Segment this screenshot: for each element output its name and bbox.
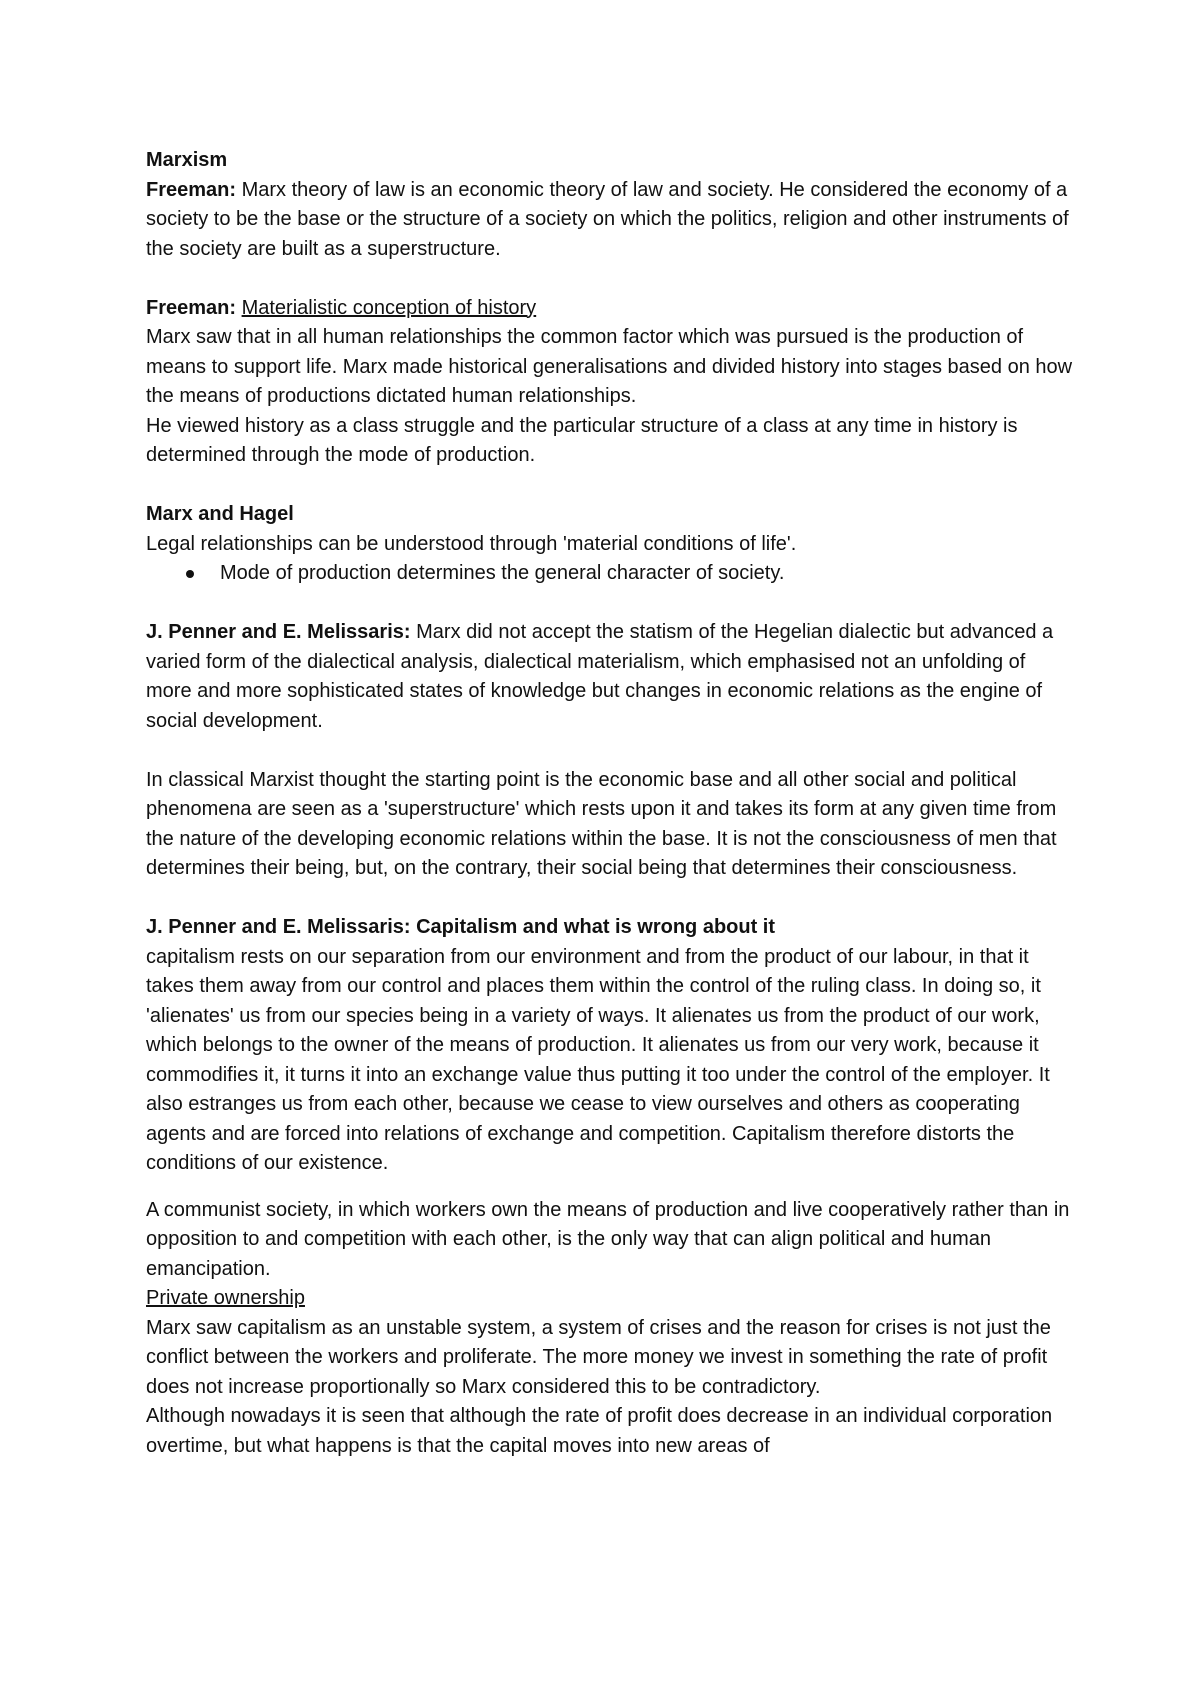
- spacer: [146, 736, 1076, 766]
- author-label: J. Penner and E. Melissaris:: [146, 621, 411, 643]
- paragraph-text: Marx did not accept the statism of the Hegelian dialectic but advanced a varied form of the dialectical analysis, dialectical materialism, which emphasised not an unfolding of more and more sophisticated states of knowledge but changes in economic relations as the engine of social development.: [146, 621, 1054, 732]
- freeman-materialistic-header: [146, 294, 1076, 324]
- private-ownership-paragraph-1: Marx saw capitalism as an unstable system, a system of crises and the reason for crises is not just the conflict between the workers and proliferate. The more money we invest in something the rate of profit does not increase proportionally so Marx considered this to be contradictory.: [146, 1316, 1051, 1398]
- list-item-text: Mode of production determines the general character of society.: [220, 562, 785, 584]
- capitalism-paragraph: capitalism rests on our separation from our environment and from the product of our labour, in that it takes them away from our control and places them within the control of the ruling class. In doing so, it 'alienates' us from our species being in a variety of ways. It alienates us from the product of our work, which belongs to the owner of the means of production. It alienates us from our very work, because it commodifies it, it turns it into an exchange value thus putting it too under the control of the employer. It also estranges us from each other, because we cease to view ourselves and others as cooperating agents and are forced into relations of exchange and competition. Capitalism therefore distorts the conditions of our existence.: [146, 945, 1050, 1174]
- subtitle-private-ownership: Private ownership: [146, 1287, 305, 1309]
- spacer: [146, 471, 1076, 501]
- penner-melissaris-paragraph: [146, 618, 1076, 736]
- communist-society-paragraph: A communist society, in which workers own the means of production and live cooperatively rather than in opposition to and competition with each other, is the only way that can align political and human emancipation.: [146, 1198, 1070, 1280]
- list-item: [146, 559, 1076, 589]
- freeman-paragraph: [146, 176, 1076, 265]
- document-page: [146, 146, 1076, 1461]
- subtitle-materialistic-conception: Materialistic conception of history: [241, 296, 537, 319]
- author-label: Freeman:: [146, 296, 237, 319]
- classical-marxist-paragraph: In classical Marxist thought the starting point is the economic base and all other social and political phenomena are seen as a 'superstructure' which rests upon it and takes its form at any given time from the nature of the developing economic relations within the base. It is not the consciousness of men that determines their being, but, on the contrary, their social being that determines their consciousness.: [146, 768, 1057, 879]
- spacer: [146, 884, 1076, 914]
- paragraph-text: Marx theory of law is an economic theory of law and society. He considered the economy of a society to be the base or the structure of a society on which the politics, religion and other instruments of the society are built as a superstructure.: [146, 178, 1069, 260]
- materialistic-paragraph-2: He viewed history as a class struggle and the particular structure of a class at any time in history is determined through the mode of production.: [146, 414, 1018, 466]
- legal-relationships-paragraph: Legal relationships can be understood through 'material conditions of life'.: [146, 532, 797, 555]
- materialistic-paragraph-1: Marx saw that in all human relationships the common factor which was pursued is the production of means to support life. Marx made historical generalisations and divided history into stages based on how the means of productions dictated human relationships.: [146, 326, 1073, 407]
- author-label: Freeman:: [146, 178, 237, 201]
- spacer: [146, 589, 1076, 619]
- heading-marxism: Marxism: [146, 149, 228, 171]
- private-ownership-paragraph-2: Although nowadays it is seen that although the rate of profit does decrease in an individual corporation overtime, but what happens is that the capital moves into new areas of: [146, 1405, 1053, 1457]
- bullet-icon: [186, 570, 194, 578]
- bullet-list: [146, 559, 1076, 589]
- spacer: [146, 1179, 1076, 1196]
- spacer: [146, 264, 1076, 294]
- heading-capitalism-wrong: J. Penner and E. Melissaris: Capitalism and what is wrong about it: [146, 916, 776, 938]
- heading-marx-and-hagel: Marx and Hagel: [146, 503, 294, 525]
